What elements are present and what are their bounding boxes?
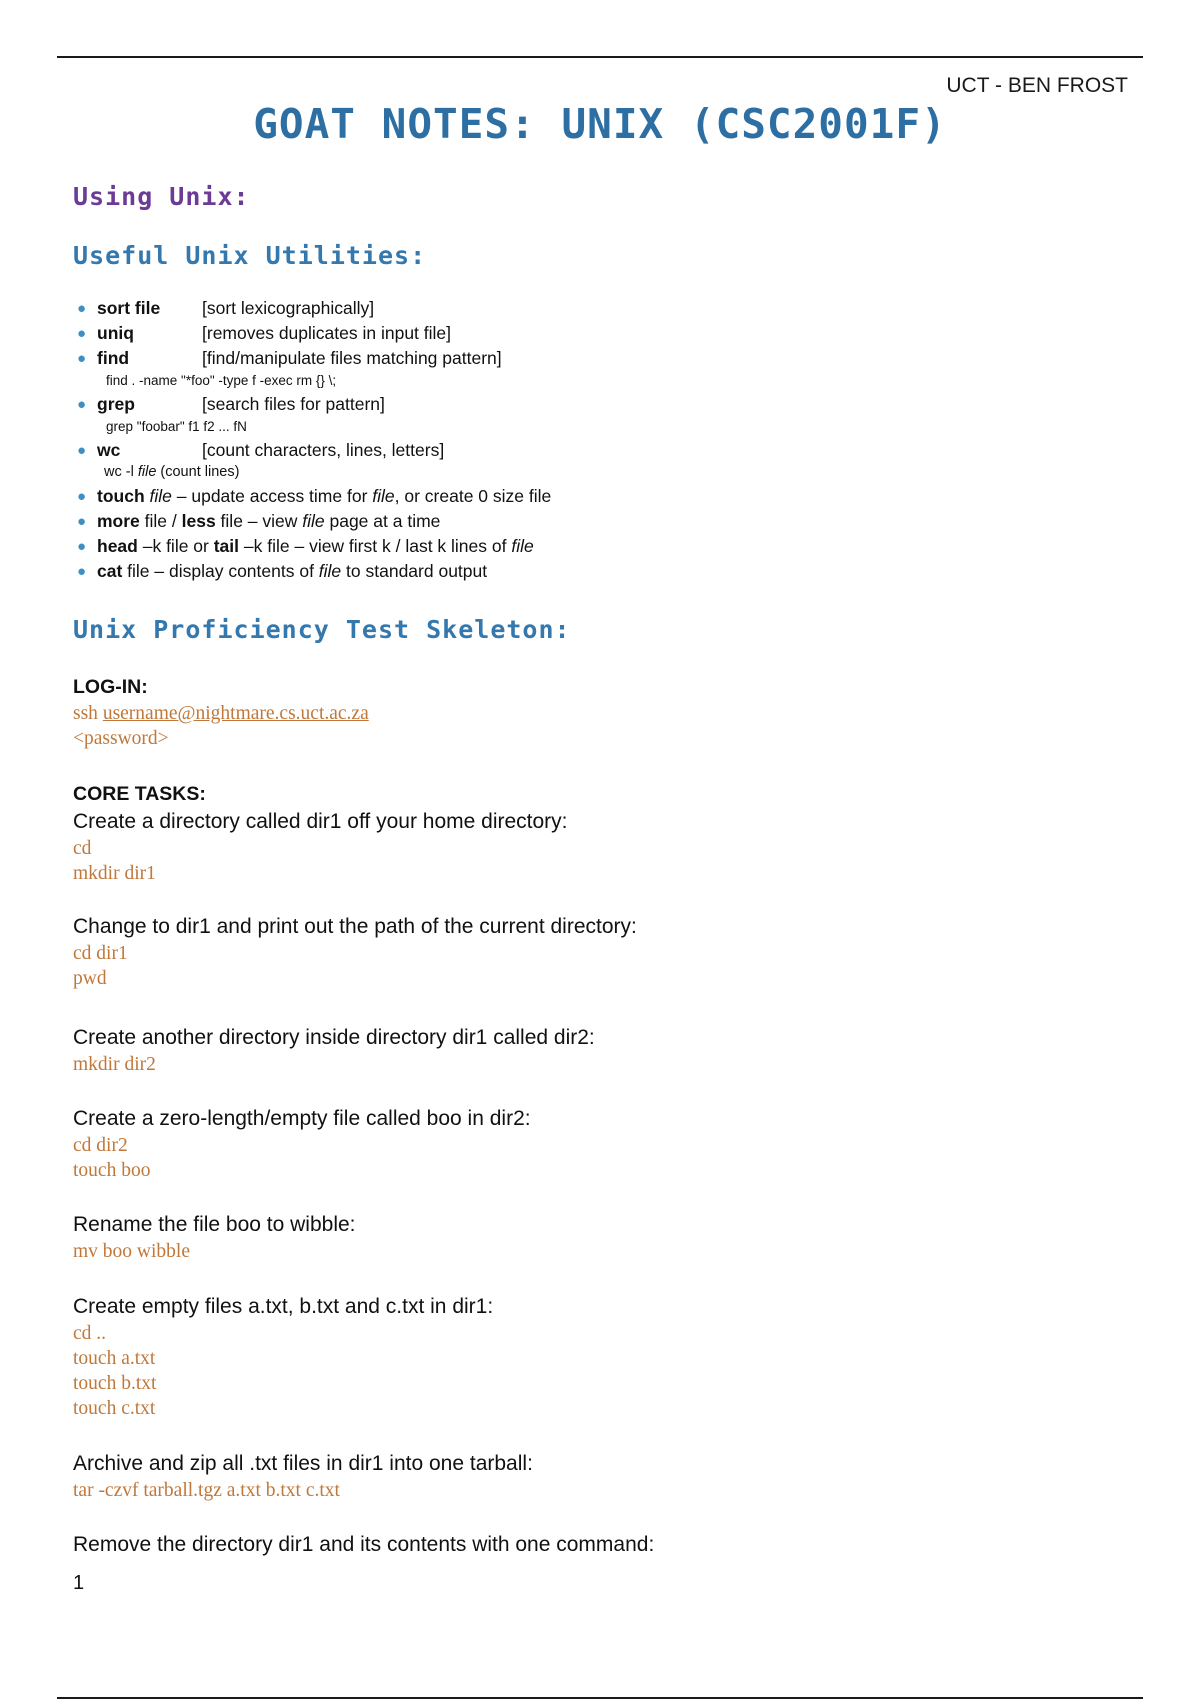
task-question: Change to dir1 and print out the path of the current directory:: [73, 915, 637, 938]
task-question: Create another directory inside directory dir1 called dir2:: [73, 1026, 595, 1049]
task-command: mv boo wibble: [73, 1241, 190, 1262]
heading-proficiency: Unix Proficiency Test Skeleton:: [73, 615, 571, 644]
ssh-address-link[interactable]: username@nightmare.cs.uct.ac.za: [102, 703, 369, 724]
list-item-sort: [76, 296, 616, 321]
core-section: [73, 780, 1073, 808]
cmd-wc: wc: [97, 440, 121, 460]
bullet-icon: ●: [77, 513, 87, 530]
desc-grep: [search files for pattern]: [202, 394, 385, 414]
task-command: cd dir1: [73, 943, 128, 964]
cmd-uniq: uniq: [97, 323, 134, 343]
task-4: [73, 1105, 1073, 1183]
task-6: [73, 1293, 1073, 1421]
example-find: find . -name "*foo" -type f -exec rm {} \;: [106, 373, 337, 388]
task-5: [73, 1211, 1073, 1264]
bullet-icon: ●: [77, 396, 87, 413]
header-author: UCT - BEN FROST: [946, 74, 1128, 97]
login-section: [73, 673, 1073, 751]
list-item-more-less: ● more file / less file – view file page at a time: [76, 509, 616, 534]
bullet-icon: ●: [77, 563, 87, 580]
example-grep: grep "foobar" f1 f2 ... fN: [106, 419, 247, 434]
top-rule: [57, 56, 1143, 58]
heading-useful-utilities: Useful Unix Utilities:: [73, 241, 427, 270]
utilities-list: [76, 296, 616, 584]
task-command: cd dir2: [73, 1135, 128, 1156]
task-question: Rename the file boo to wibble:: [73, 1213, 356, 1236]
task-question: Archive and zip all .txt files in dir1 into one tarball:: [73, 1452, 533, 1475]
task-command: touch a.txt: [73, 1348, 156, 1369]
bullet-icon: ●: [77, 325, 87, 342]
example-wc: wc -l file (count lines): [104, 464, 240, 480]
task-question: Create a zero-length/empty file called boo in dir2:: [73, 1107, 531, 1130]
task-question: Create empty files a.txt, b.txt and c.txt in dir1:: [73, 1295, 494, 1318]
bottom-rule: [57, 1697, 1143, 1699]
task-answer-number: 1: [73, 1572, 85, 1594]
task-command: touch c.txt: [73, 1398, 156, 1419]
task-command: cd ..: [73, 1323, 107, 1344]
task-question: Remove the directory dir1 and its contents with one command:: [73, 1533, 655, 1556]
task-3: [73, 1024, 1073, 1077]
task-7: [73, 1450, 1073, 1503]
task-1: [73, 808, 1073, 886]
list-item-touch: ● touch file – update access time for file, or create 0 size file: [76, 484, 616, 509]
task-command: mkdir dir1: [73, 863, 156, 884]
cmd-find: find: [97, 348, 130, 368]
ssh-command: ssh username@nightmare.cs.uct.ac.za: [73, 703, 369, 724]
page-title: GOAT NOTES: UNIX (CSC2001F): [253, 100, 947, 148]
task-command: cd: [73, 838, 92, 859]
desc-uniq: [removes duplicates in input file]: [202, 323, 452, 343]
task-command: mkdir dir2: [73, 1054, 156, 1075]
task-command: pwd: [73, 968, 107, 989]
desc-sort: [sort lexicographically]: [202, 298, 375, 318]
task-command: touch b.txt: [73, 1373, 157, 1394]
desc-find: [find/manipulate files matching pattern]: [202, 348, 502, 368]
list-item-find: [76, 346, 616, 371]
task-2: [73, 913, 1073, 991]
list-item-head-tail: ● head –k file or tail –k file – view first k / last k lines of file: [76, 534, 616, 559]
cmd-grep: grep: [97, 394, 135, 414]
list-item-wc: [76, 438, 616, 463]
bullet-icon: ●: [77, 488, 87, 505]
heading-using-unix: Using Unix:: [73, 182, 250, 211]
desc-wc: [count characters, lines, letters]: [202, 440, 445, 460]
task-question: Create a directory called dir1 off your home directory:: [73, 810, 568, 833]
list-item-uniq: [76, 321, 616, 346]
bullet-icon: ●: [77, 300, 87, 317]
bullet-icon: ●: [77, 538, 87, 555]
task-8: [73, 1531, 1073, 1597]
password-line: <password>: [73, 728, 169, 749]
bullet-icon: ●: [77, 350, 87, 367]
cmd-sort: sort: [97, 298, 131, 318]
cmd-sort-arg: file: [130, 298, 161, 318]
login-label: LOG-IN:: [73, 676, 148, 698]
task-command: tar -czvf tarball.tgz a.txt b.txt c.txt: [73, 1480, 340, 1501]
bullet-icon: ●: [77, 442, 87, 459]
task-command: touch boo: [73, 1160, 151, 1181]
list-item-grep: [76, 392, 616, 417]
list-item-cat: ● cat file – display contents of file to standard output: [76, 559, 616, 584]
core-tasks-label: CORE TASKS:: [73, 783, 206, 805]
